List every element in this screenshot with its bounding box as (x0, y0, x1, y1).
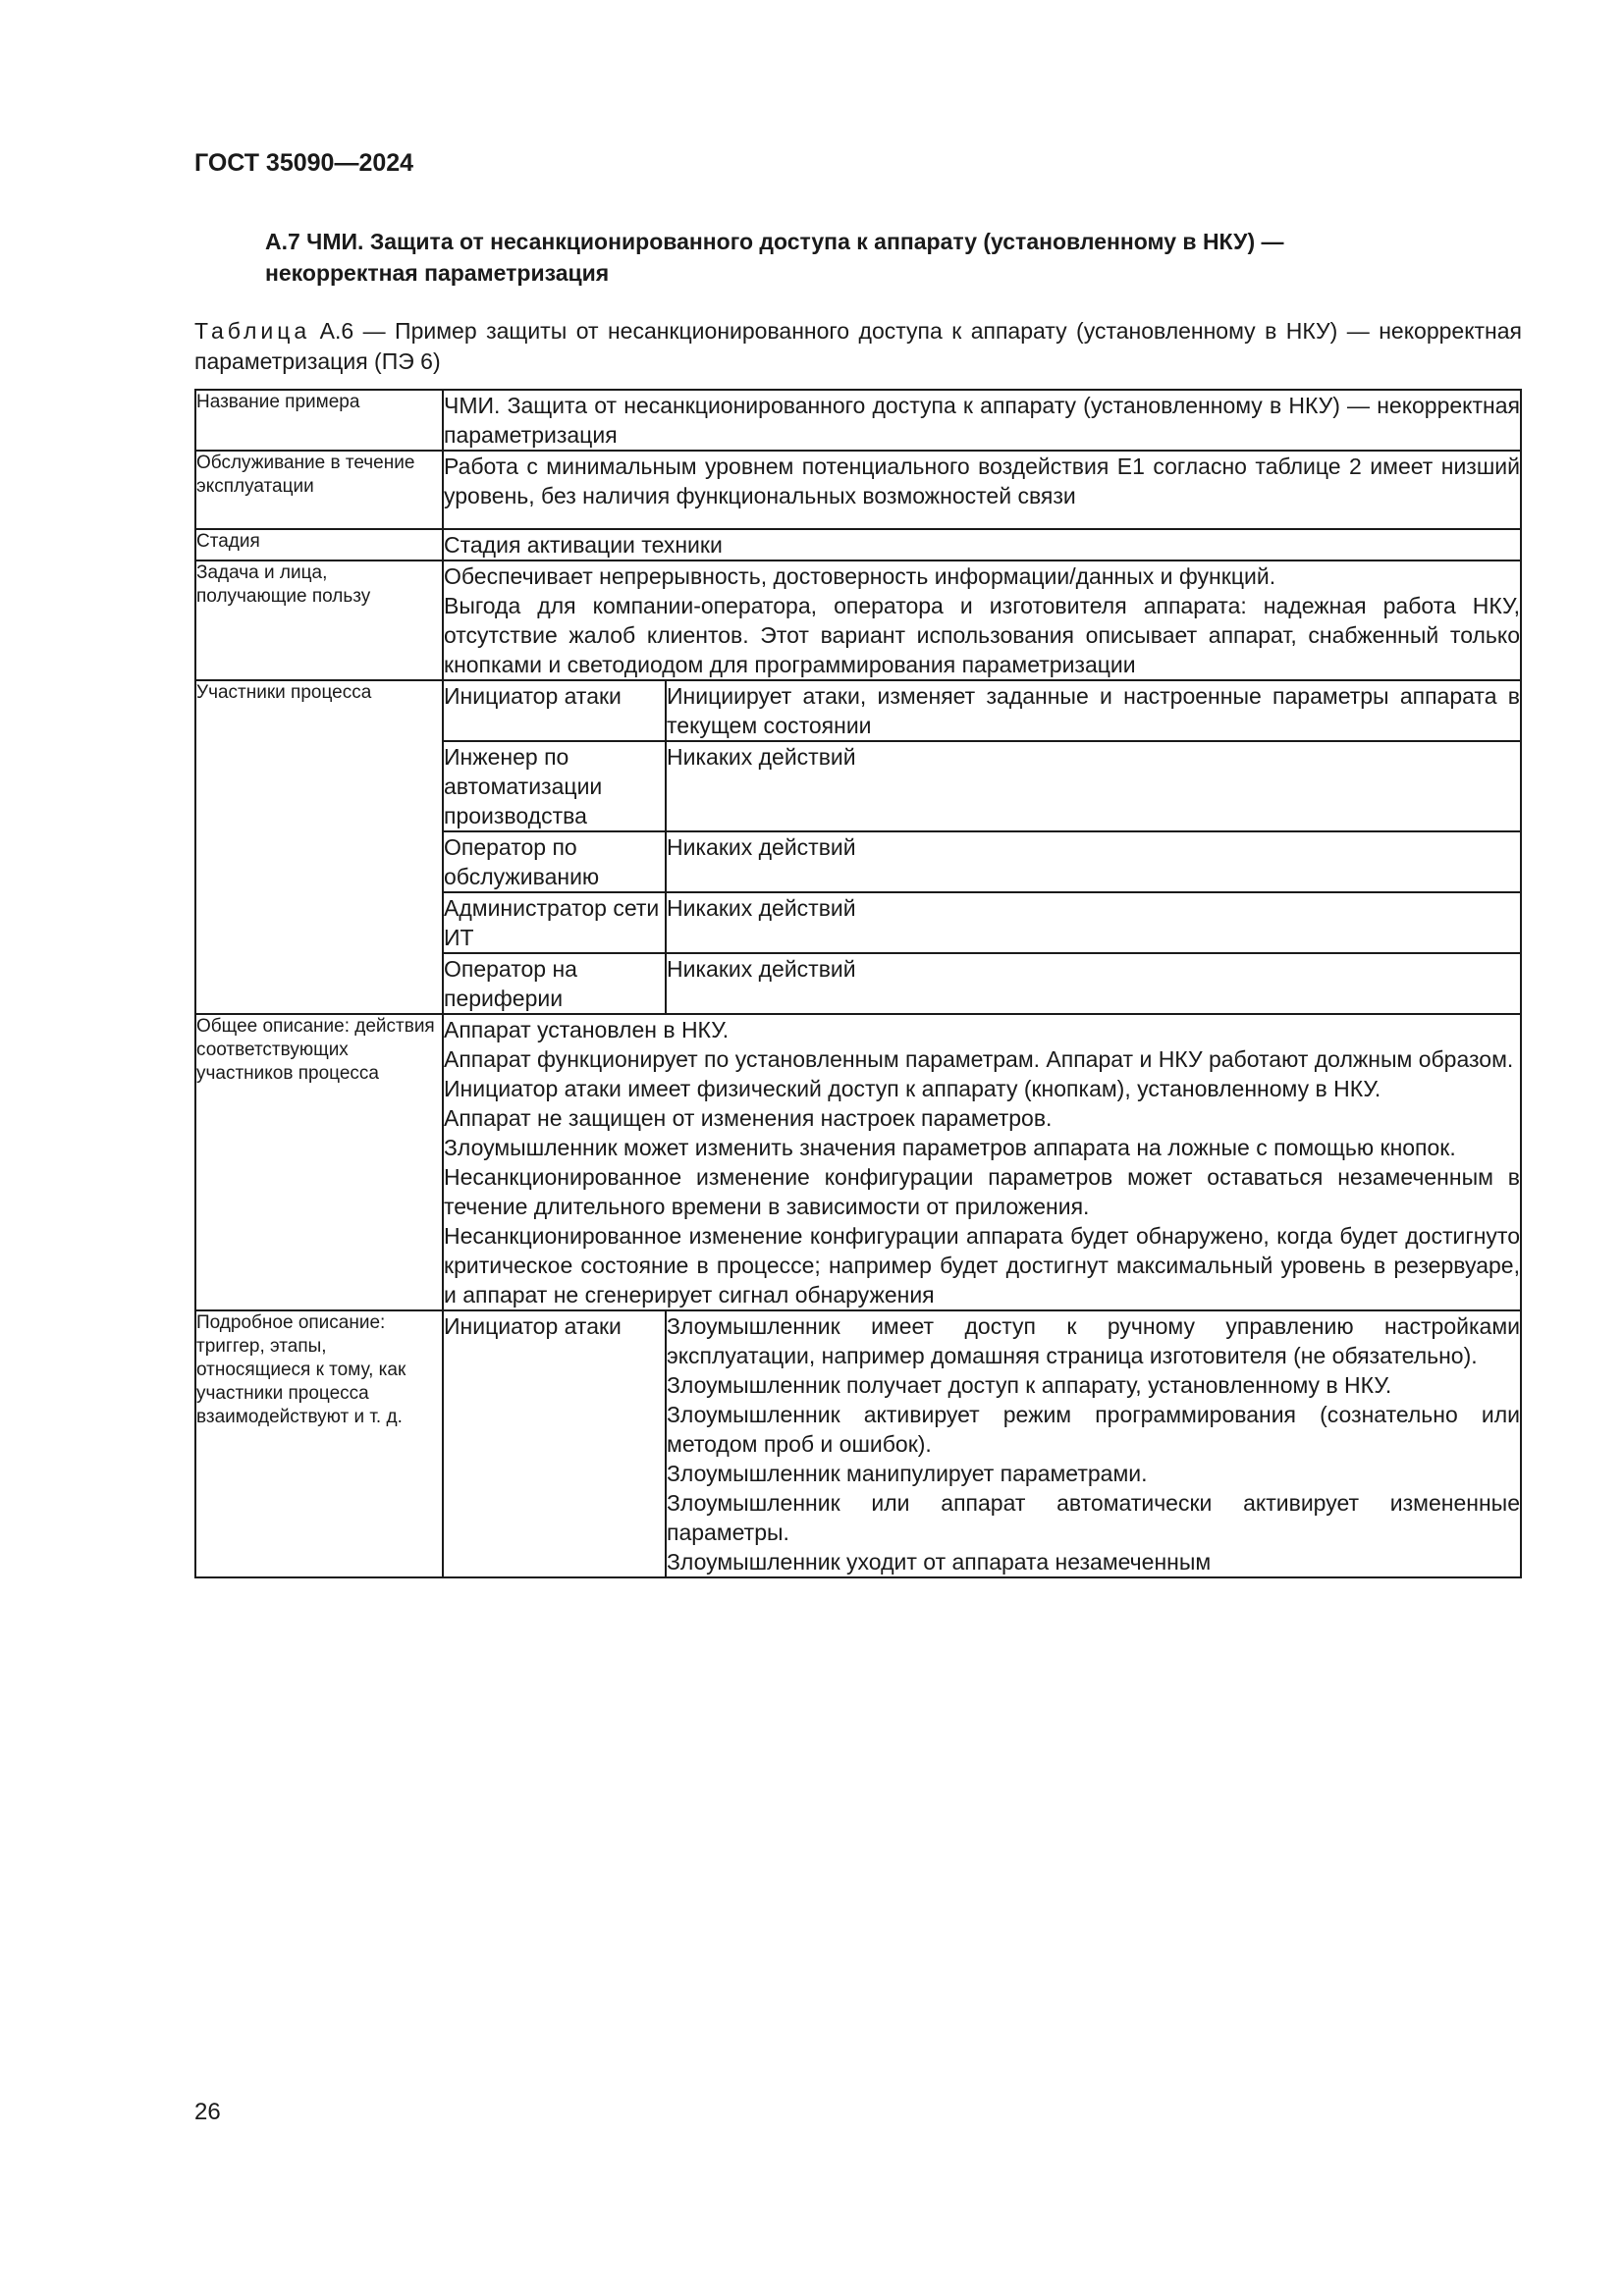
content-line: Обеспечивает непрерывность, достоверность информации/данных и функций. (444, 563, 1276, 589)
participant-row (444, 953, 1520, 1013)
table-row (195, 529, 1521, 561)
participant-row (444, 1311, 1520, 1576)
participant-action: Инициирует атаки, изменяет заданные и настроенные параметры аппарата в текущем состоянии (666, 681, 1520, 741)
row-content: Работа с минимальным уровнем потенциального воздействия Е1 согласно таблице 2 имеет низший уровень, без наличия функциональных возможностей связи (443, 451, 1521, 529)
table-row (195, 451, 1521, 529)
content-line: Несанкционированное изменение конфигурации аппарата будет обнаружено, когда будет достигнуто критическое состояние в процессе; например будет достигнут максимальный уровень в резервуаре, и аппарат не сгенерирует сигнал обнаружения (444, 1223, 1520, 1308)
content-line: Злоумышленник имеет доступ к ручному управлению настройками эксплуатации, например домашняя страница изготовителя (не обязательно). (667, 1313, 1520, 1368)
participant-action (666, 1311, 1520, 1576)
section-title (265, 226, 1502, 289)
section-title-line: А.7 ЧМИ. Защита от несанкционированного доступа к аппарату (установленному в НКУ) — (265, 229, 1284, 254)
row-label: Участники процесса (195, 680, 443, 1014)
participant-role: Инженер по автоматизации производства (444, 741, 666, 831)
row-label: Задача и лица, получающие пользу (195, 561, 443, 680)
document-header: ГОСТ 35090—2024 (194, 149, 414, 177)
row-content (443, 561, 1521, 680)
row-label: Общее описание: действия соответствующих участников процесса (195, 1014, 443, 1310)
participants-table (444, 681, 1520, 1013)
participant-role: Оператор по обслуживанию (444, 831, 666, 892)
content-line: Злоумышленник или аппарат автоматически активирует измененные параметры. (667, 1490, 1520, 1545)
content-line: Злоумышленник уходит от аппарата незамеченным (667, 1549, 1212, 1575)
content-line: Выгода для компании-оператора, оператора и изготовителя аппарата: надежная работа НКУ, отсутствие жалоб клиентов. Этот вариант использования описывает аппарат, снабженный только кнопками и светодиодом для программирования параметризации (444, 593, 1520, 677)
participant-row (444, 681, 1520, 741)
participant-row (444, 741, 1520, 831)
example-table (194, 389, 1522, 1578)
content-line: Инициатор атаки имеет физический доступ к аппарату (кнопкам), установленному в НКУ. (444, 1076, 1381, 1101)
table-caption-label: Таблица (194, 318, 311, 344)
row-content (443, 1014, 1521, 1310)
detailed-cell (443, 1310, 1521, 1577)
row-content: ЧМИ. Защита от несанкционированного доступа к аппарату (установленному в НКУ) — некорректная параметризация (443, 390, 1521, 451)
table-row (195, 390, 1521, 451)
participant-role: Администратор сети ИТ (444, 892, 666, 953)
table-row (195, 1310, 1521, 1577)
participant-row (444, 831, 1520, 892)
content-line: Злоумышленник получает доступ к аппарату, установленному в НКУ. (667, 1372, 1392, 1398)
participant-action: Никаких действий (666, 892, 1520, 953)
row-content: Стадия активации техники (443, 529, 1521, 561)
row-label: Стадия (195, 529, 443, 561)
row-label: Название примера (195, 390, 443, 451)
content-line: Несанкционированное изменение конфигурации параметров может оставаться незамеченным в течение длительного времени в зависимости от приложения. (444, 1164, 1520, 1219)
detailed-table (444, 1311, 1520, 1576)
content-line: Злоумышленник может изменить значения параметров аппарата на ложные с помощью кнопок. (444, 1135, 1456, 1160)
page-number: 26 (194, 2099, 221, 2125)
participant-role: Инициатор атаки (444, 1313, 622, 1339)
table-caption-text: А.6 — Пример защиты от несанкционированного доступа к аппарату (установленному в НКУ) — некорректная параметризация (ПЭ 6) (194, 318, 1522, 374)
participant-action: Никаких действий (666, 741, 1520, 831)
content-line: Аппарат установлен в НКУ. (444, 1017, 730, 1042)
content-line: Злоумышленник манипулирует параметрами. (667, 1461, 1148, 1486)
table-row (195, 561, 1521, 680)
table-row (195, 1014, 1521, 1310)
row-label: Обслуживание в течение эксплуатации (195, 451, 443, 529)
section-title-line: некорректная параметризация (265, 260, 610, 286)
table-caption (194, 316, 1522, 377)
participant-action: Никаких действий (666, 831, 1520, 892)
participant-role: Оператор на периферии (444, 953, 666, 1013)
content-line: Аппарат не защищен от изменения настроек параметров. (444, 1105, 1053, 1131)
content-line: Злоумышленник активирует режим программирования (сознательно или методом проб и ошибок). (667, 1402, 1520, 1457)
row-label: Подробное описание: триггер, этапы, относящиеся к тому, как участники процесса взаимодействуют и т. д. (195, 1310, 443, 1577)
table-row (195, 680, 1521, 1014)
content-line: Аппарат функционирует по установленным параметрам. Аппарат и НКУ работают должным образом. (444, 1046, 1514, 1072)
participant-row (444, 892, 1520, 953)
participants-cell (443, 680, 1521, 1014)
participant-role: Инициатор атаки (444, 683, 622, 709)
participant-action: Никаких действий (666, 953, 1520, 1013)
